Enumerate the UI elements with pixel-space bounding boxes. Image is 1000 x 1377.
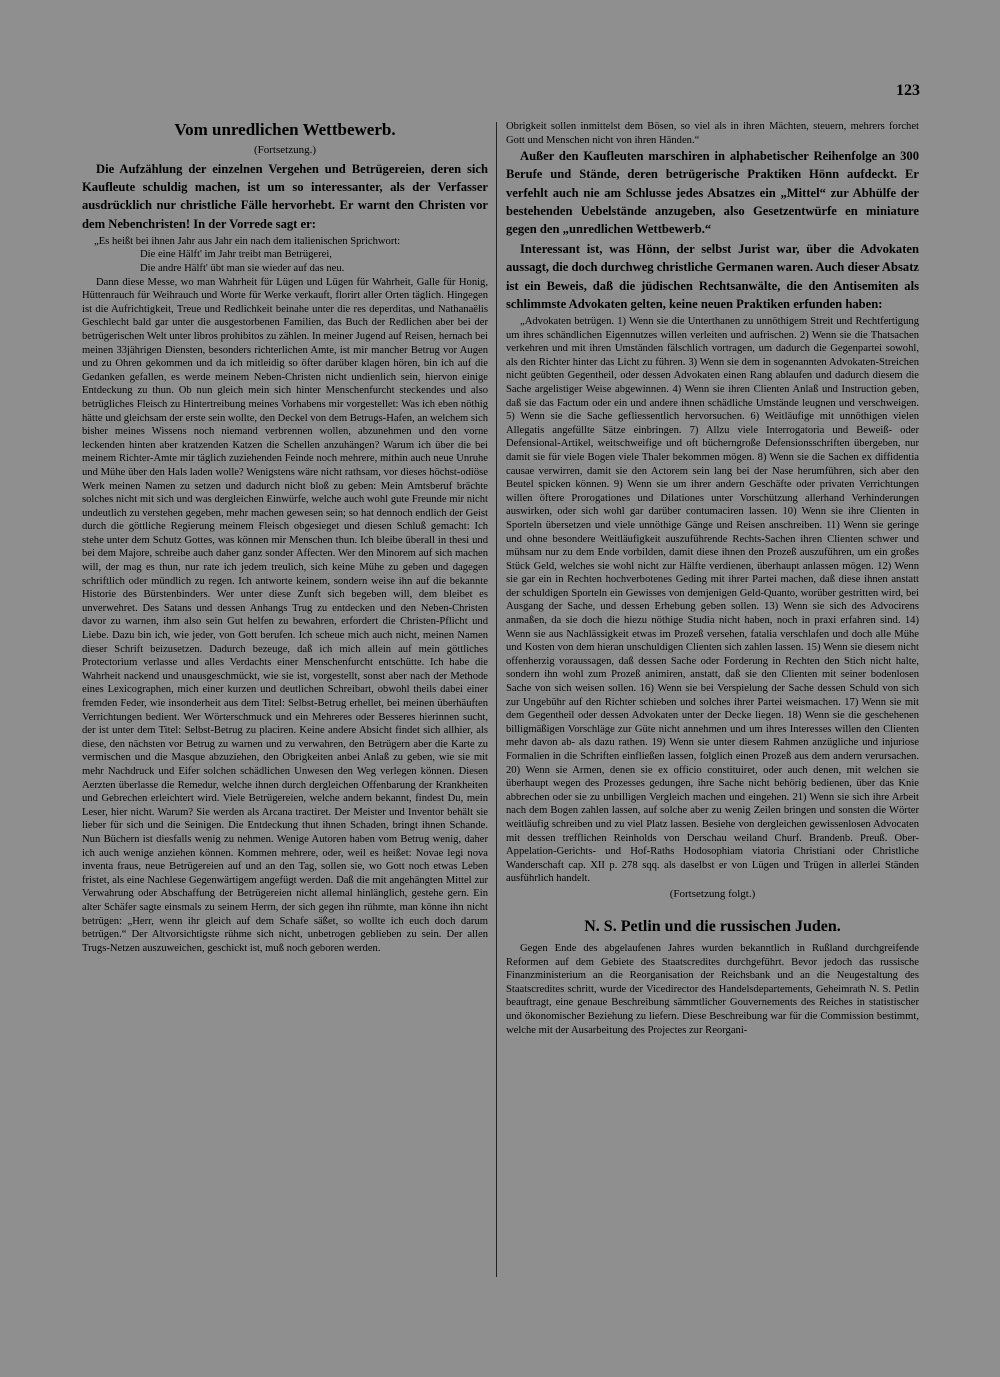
article-lead: Die Aufzählung der einzelnen Vergehen und Betrügereien, deren sich Kaufleute schuldig machen, ist um so interessanter, als der Verfasser ausdrücklich nur christliche Fälle hervorhebt. Er warnt den Christen vor dem Nebenchristen! In der Vorrede sagt er: <box>82 162 488 231</box>
verse-line-1: Die eine Hälft' im Jahr treibt man Betrügerei, <box>140 249 332 261</box>
second-article-title: N. S. Petlin und die russischen Juden. <box>584 917 841 935</box>
left-column <box>82 120 488 955</box>
article-body: Dann diese Messe, wo man Wahrheit für Lügen und Lügen für Wahrheit, Galle für Honig, Hüttenrauch für Weihrauch und Worte für Werke verkauft, florirt aller Orten täglich. Hingegen ist die Aufrichtigkeit, Treue und Redlichkeit beinahe unter die res deperditas, und Nathanaëlis Geschlecht bald gar unter die ausgestorbenen Familien, das Buch der Redlichen aber bei der betrügerischen Welt unter libros prohibitos zu zählen. In meiner Jugend auf Reisen, hernach bei meinen 33jährigen Diensten, besonders richterlichen Amte, ist mir mancher Betrug vor Augen und zu Ohren gekommen und da ich mitleidig so öfter darüber klagen hören, bin ich auf die Gedanken gefallen, es werde meinem Neben-Christen nicht undienlich sein, hiervon einige Entdeckung zu thun. Ob nun gleich mein sich hinter Menschenfurcht steckendes und also betrügliches Fleisch zu Hintertreibung meines Vorhabens mir vorgestellet: Was ich eben nöthig hätte und gleichsam der erste sein wollte, den Deckel von dem Betrugs-Hafen, an welchem sich bisher meines Wissens noch niemand verbrennen wollen, abzunehmen und den vorne leckenden hinten aber kratzenden Katzen die Schellen anzuhängen? Warum ich über die bei meinem Richter-Amte mir täglich zuziehenden Feinde noch mehrere, mithin auch neue Unruhe und Mühe über den Hals laden wolle? Wenigstens wäre nicht rathsam, vor dieses höchst-odiöse Werk meinen Namen zu setzen und dadurch nicht bloß zu geben: Mein Amtsberuf brächte solches nicht mit sich und was dergleichen Einwürfe, welche auch wohl gute Freunde mir nicht undeutlich zu verstehen gegeben, mehr machen gewesen sein; so hat dennoch endlich der Geist durch die göttliche Regierung meinem Fleisch obgesieget und diesen Schluß gemacht: Ich stehe unter dem Schutz Gottes, was können mir Menschen thun. Ich bleibe überall in thesi und bei dem Majore, schreibe auch daher ganz sonder Affecten. Wer den Minorem auf sich machen will, der mag es thun, nur rate ich jedem treulich, sich keine Mühe zu geben und dagegen schriftlich oder mündlich zu regen. Ich antworte keinem, sondern weise ihn auf die bekannte Historie des Bürstenbinders. Wer unter diese Zunft sich begeben will, dem bleibet es unverwehret. Des Satans und dessen Anhangs Trug zu entdecken und den Neben-Christen davor zu warnen, ihm also sein Gut helfen zu bewahren, erfordert die Christen-Pflicht und Liebe. Dazu bin ich, wie jeder, von Gott berufen. Ich scheue mich auch nicht, meinen Namen dieser Schrift beizusetzen. Dadurch bezeuge, daß ich mich allein auf mein göttliches Protectorium verlasse und alles Verdachts einer Menschenfurcht entschütte. Ich habe die Wahrheit nackend und unausgeschmückt, wie sie ist, vorgestellt, sonst aber nach der Methode eines Lexicographen, mich einer kurzen und deutlichen Schreibart, obwohl theils dabei einer fremden Feder, wie insonderheit aus dem Titel: Selbst-Betrug erhellet, bei meinen überhäuften Verrichtungen bedient. Wer Wörterschmuck und ein Mehreres oder Besseres hierinnen sucht, der ist unter dem Titel: Selbst-Betrug zu placiren. Keine andere Absicht findet sich allhier, als diese, den nächsten vor Betrug zu warnen und zu verwahren, den Betrügern aber die Karte zu vermischen und die Masque abzuziehen, den Obrigkeiten anbei Anlaß zu geben, wie sie mit mehr Nachdruck und Eifer solchen schädlichen Unwesen den Weg verlegen können. Diesen Aerzten überlasse die Remedur, welche ihnen durch dergleichen Offenbarung der Krankheiten und Gebrechen erleichtert wird. Viele Betrügereien, welche andern bekannt, findest Du, mein Leser, hier nicht. Warum? Sie werden als Arcana tractiret. Der Meister und Inventor behält sie lieber für sich und die Seinigen. Die Entdeckung thut ihnen Schaden, bringt ihnen Schande. Nun Büchern ist diesfalls wenig zu nehmen. Wenige Autoren haben vom Betrug wenig, daher ich auch wenige anziehen können. Kommen mehrere, oder, weil es heißet: Novae legi nova inventa fraus, neue Betrügereien auf und an den Tag, sollen sie, wo Gott noch etwas Leben fristet, als eine Nachlese Gegenwärtigem angefügt werden. Daß die mit angehängten Mittel zur Verwahrung oder Abschaffung der Betrügereien nicht allemal hinlänglich, gestehe gern. Ein alter Schäfer sagte einsmals zu seinem Herrn, der sich gegen ihn rühmte, man könne ihn nicht betrügen: „Herr, wenn ihr gleich auf dem Schafe säßet, so wollte ich euch doch darum betrügen.“ Der Altvorsichtigste rühme sich nicht, unbetrogen geblieben zu sein. Der allen Trugs-Netzen auszuweichen, geschickt ist, muß noch geboren werden. <box>82 276 488 954</box>
advocates-list: „Advokaten betrügen. 1) Wenn sie die Unterthanen zu unnöthigem Streit und Rechtfertigung um ihres schändlichen Eigennutzes willen verleiten und aufrischen. 2) Wenn sie die Thatsachen verkehren und mit ihren Umständen fälschlich vortragen, um dadurch die Gegenpartei sowohl, als den Richter hinter das Licht zu führen. 3) Wenn sie dem in sogenannten Advokaten-Streichen nicht geübten Gegentheil, oder dessen Advokaten einen Rang ablaufen und dadurch diesem die Sache argelistiger Weise abgewinnen. 4) Wenn sie ihren Clienten Anlaß und Instruction geben, daß sie das Factum oder ein und andere ihnen schädliche Umstände leugnen und verschweigen. 5) Wenn sie die Sache gefliessentlich hervorsuchen. 6) Weitläufige mit unnöthigen vielen Allegatis angefüllte Sätze einbringen. 7) Allzu viele Interrogatoria und Beweiß- oder Defensional-Artikel, weitschweifige und oft bücherngroße Defensionsschriften übergeben, nur damit sie für viele Bogen viele Thaler bekommen mögen. 8) Wenn sie die Sachen ex diffidentia causae verwirren, damit sie den Actorem sein lang bei der Nase herumführen, sich aber den Beutel spicken können. 9) Wenn sie um ihrer andern Geschäfte oder privaten Verrichtungen willen öftere Prorogationes und Dilationes unter Vorschützung allerhand Verhinderungen auswirken, oder sich wohl gar darüber contumaciren lassen. 10) Wenn sie ihre Clienten in Sporteln übersetzen und viele unnöthige Gänge und Reisen anschreiben. 11) Wenn sie geringe und ohne besondere Weitläufigkeit auszuführende Rechts-Sachen ihren Clienten schwer und mühsam nur zu dem Ende vorbilden, damit diese ihnen den Prozeß auszuführen, um ein großes Stück Geld, welches sie wohl nicht zur Hälfte verdienen, überhaupt anlassen mögen. 12) Wenn sie gar ein in Rechten hochverbotenes Geding mit ihrer Partei machen, daß diese ihnen anstatt der schuldigen Sporteln ein Gewisses von demjenigen Geld-Quanto, worüber gestritten wird, bei Ausgang der Sache, und dessen Erhebung geben sollen. 13) Wenn sie sich des Advocirens anmaßen, da sie doch die hiezu nöthige Studia nicht haben, noch in praxi erfahren sind. 14) Wenn sie aus Nachlässigkeit etwas im Prozeß versehen, fatalia verschlafen und doch alle Mühe und Kosten von dem hieran unschuldigen Clienten sich zahlen lassen. 15) Wenn sie diesem nicht offenherzig voraussagen, daß dessen Sache oder Forderung in Rechten den Stich nicht halte, sondern ihn wohl zum Prozeß animiren, anstatt, daß sie den Clienten mit seiner bodenlosen Sache von sich weisen sollen. 16) Wenn sie bei Verspielung der Sache dessen Schuld von sich zur Ungebühr auf den Richter schieben und solches ihrer Partei weismachen. 17) Wenn sie mit dem Gegentheil oder dessen Advokaten unter der Decke liegen. 18) Wenn sie die geschehenen billigmäßigen Vorschläge zur Güte nicht annehmen und um ihres Interesses willen den Clienten mehr davon ab- als dazu rathen. 19) Wenn sie unter diesem Rahmen anzügliche und injuriose Formalien in die Schriften einfließen lassen, folglich einen Prozeß aus dem andern verursachen. 20) Wenn sie Armen, denen sie ex officio constituiret, oder auch denen, mit welchen sie überhaupt wegen des Prozesses gedungen, ihre Sache nicht behörig bedienen, über das Knie abbrechen oder sie zu unbilligen Vergleich machen und eingehen. 21) Wenn sie sich ihre Arbeit nach dem Bogen zahlen lassen, auf solche aber zu wenig Zeilen bringen und sonsten die Wörter weitläufig schreiben und zu viel Platz lassen. Besiehe von dergleichen gewissenlosen Advocaten mit dessen trefflichen Reinholds von Derschau weiland Churf. Brandenb. Preuß. Ober-Appelation-Gerichts- und Hof-Raths Hodosophiam viatoria Christiani oder Christliche Wanderschaft cap. XII p. 278 sqq. als daselbst er von Lügen und Trügen in allerlei Ständen ausführlich handelt. <box>506 316 919 885</box>
verse-line-2: Die andre Hälft' übt man sie wieder auf das neu. <box>140 263 345 274</box>
second-article-body: Gegen Ende des abgelaufenen Jahres wurden bekanntlich in Rußland durchgreifende Reformen auf dem Gebiete des Staatscredites durchgeführt. Bevor jedoch das russische Finanzministerium an die Reorganisation der Reichsbank und an die Neugestaltung des Staatscredites schritt, wurde der Vicedirector des Handelsdepartements, Geheimrath N. S. Petlin beauftragt, eine genaue Beschreibung sämmtlicher Gouvernements des Reiches in statistischer und ökonomischer Beziehung zu liefern. Diese Beschreibung war für die Commission bestimmt, welche mit der Ausarbeitung des Projectes zur Reorgani- <box>506 942 919 1036</box>
lead-paragraph-2: Interessant ist, was Hönn, der selbst Jurist war, über die Advokaten aussagt, die doch durchweg christliche Germanen waren. Auch dieser Absatz ist ein Beweis, daß die jüdischen Rechtsanwälte, die den Antisemiten als schlimmste Advokaten gelten, keine neuen Praktiken erfunden haben: <box>506 242 919 311</box>
quote-intro: „Es heißt bei ihnen Jahr aus Jahr ein nach dem italienischen Sprichwort: <box>94 235 401 247</box>
article-subtitle: (Fortsetzung.) <box>253 144 316 156</box>
continued-note: (Fortsetzung folgt.) <box>669 887 756 900</box>
page-number: 123 <box>896 82 920 99</box>
quote-end: Obrigkeit sollen inmittelst dem Bösen, so viel als in ihren Mächten, steuern, mehrers forchet Gott und Menschen nicht von ihren Händen.“ <box>506 121 919 146</box>
article-title: Vom unredlichen Wettbewerb. <box>174 120 396 139</box>
right-column <box>506 120 919 1037</box>
lead-paragraph-1: Außer den Kaufleuten marschiren in alphabetischer Reihenfolge an 300 Berufe und Stände, deren betrügerische Praktiken Hönn aufdeckt. Er verfehlt auch nie am Schlusse jedes Absatzes ein „Mittel“ zur Abhülfe der bestehenden Uebelstände anzugeben, also Gesetzentwürfe en miniature gegen den „unredlichen Wettbewerb.“ <box>506 149 919 236</box>
column-divider <box>496 122 497 1277</box>
